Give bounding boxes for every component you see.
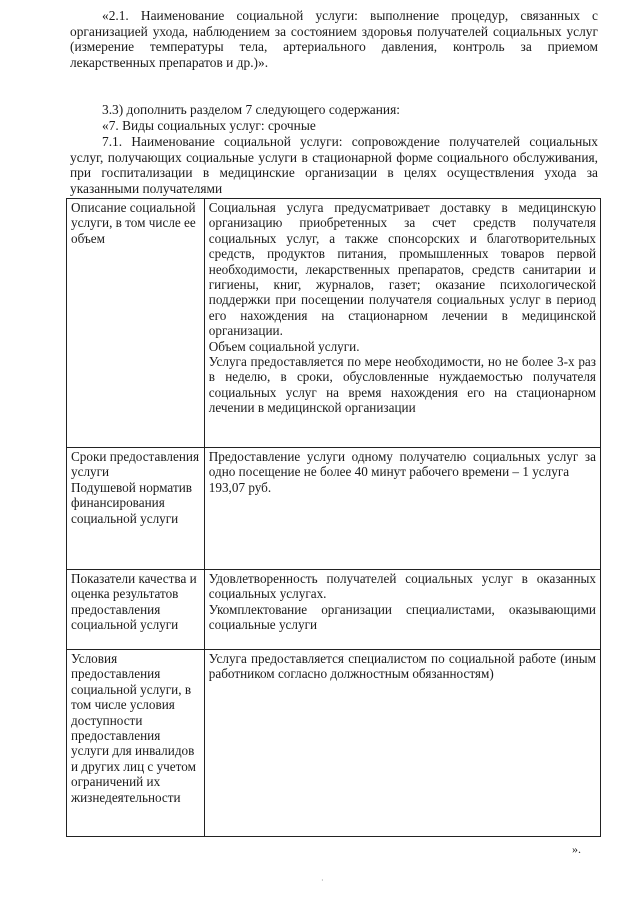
row-content-quality [204, 570, 600, 650]
terms-label: Сроки предоставления услуги [71, 449, 200, 480]
row-label-description: Описание социальной услуги, в том числе ее объем [67, 199, 205, 448]
paragraph-7-1: 7.1. Наименование социальной услуги: сопровождение получателей социальных услуг, получающих социальные услуги в стационарной форме социального обслуживания, при госпитализации в медицинские организации в целях осуществления ухода за указанными получателями [70, 134, 598, 196]
row-content-conditions [204, 650, 600, 837]
quality-text-1: Удовлетворенность получателей социальных услуг в оказанных социальных услугах. [208, 571, 596, 602]
row-label-terms [67, 448, 205, 570]
financing-label: Подушевой норматив финансирования социальной услуги [71, 479, 192, 526]
row-label-quality: Показатели качества и оценка результатов предоставления социальной услуги [67, 570, 205, 650]
service-table [66, 198, 601, 837]
quality-text-2: Укомплектование организации специалистами, оказывающими социальные услуги [208, 601, 596, 633]
volume-text: Услуга предоставляется по мере необходимости, но не более 3-х раз в неделю, в сроки, обусловленные нуждаемостью получателя социальных услуг на время нахождения его на стационарном лечении в медицинской организации [208, 354, 596, 416]
table-row [67, 650, 601, 837]
paragraph-section-7: «7. Виды социальных услуг: срочные [102, 118, 316, 133]
page-footer-mark: · [321, 876, 324, 885]
table-row [67, 199, 601, 448]
closing-quote-mark: ». [572, 842, 581, 856]
table-row [67, 570, 601, 650]
description-text: Социальная услуга предусматривает доставку в медицинскую организацию приобретенных за счет средств получателя социальных услуг, а также спонсорских и благотворительных средств, продуктов питания, промышленных товаров первой необходимости, лекарственных препаратов, средств санитарии и гигиены, книг, журналов, газет; оказание психологической поддержки при посещении получателя социальных услуг в период его нахождения на стационарном лечении в медицинской организации. [208, 200, 596, 339]
row-content-terms [204, 448, 600, 570]
financing-value: 193,07 руб. [208, 479, 272, 495]
conditions-text: Услуга предоставляется специалистом по социальной работе (иным работником согласно должностным обязанностям) [208, 651, 596, 682]
terms-text: Предоставление услуги одному получателю социальных услуг за одно посещение не более 40 минут рабочего времени – 1 услуга [208, 449, 596, 480]
paragraph-2-1: «2.1. Наименование социальной услуги: выполнение процедур, связанных с организацией ухода, наблюдением за состоянием здоровья получателей социальных услуг (измерение температуры тела, артериального давления, контроль за приемом лекарственных препаратов и др.)». [70, 8, 598, 70]
table-row [67, 448, 601, 570]
row-content-description [204, 199, 600, 448]
row-label-conditions: Условия предоставления социальной услуги, в том числе условия доступности предоставления услуги для инвалидов и других лиц с учетом ограничений их жизнедеятельности [67, 650, 205, 837]
paragraph-amend-3-3: 3.3) дополнить разделом 7 следующего содержания: [102, 102, 400, 117]
volume-heading: Объем социальной услуги. [208, 338, 360, 354]
